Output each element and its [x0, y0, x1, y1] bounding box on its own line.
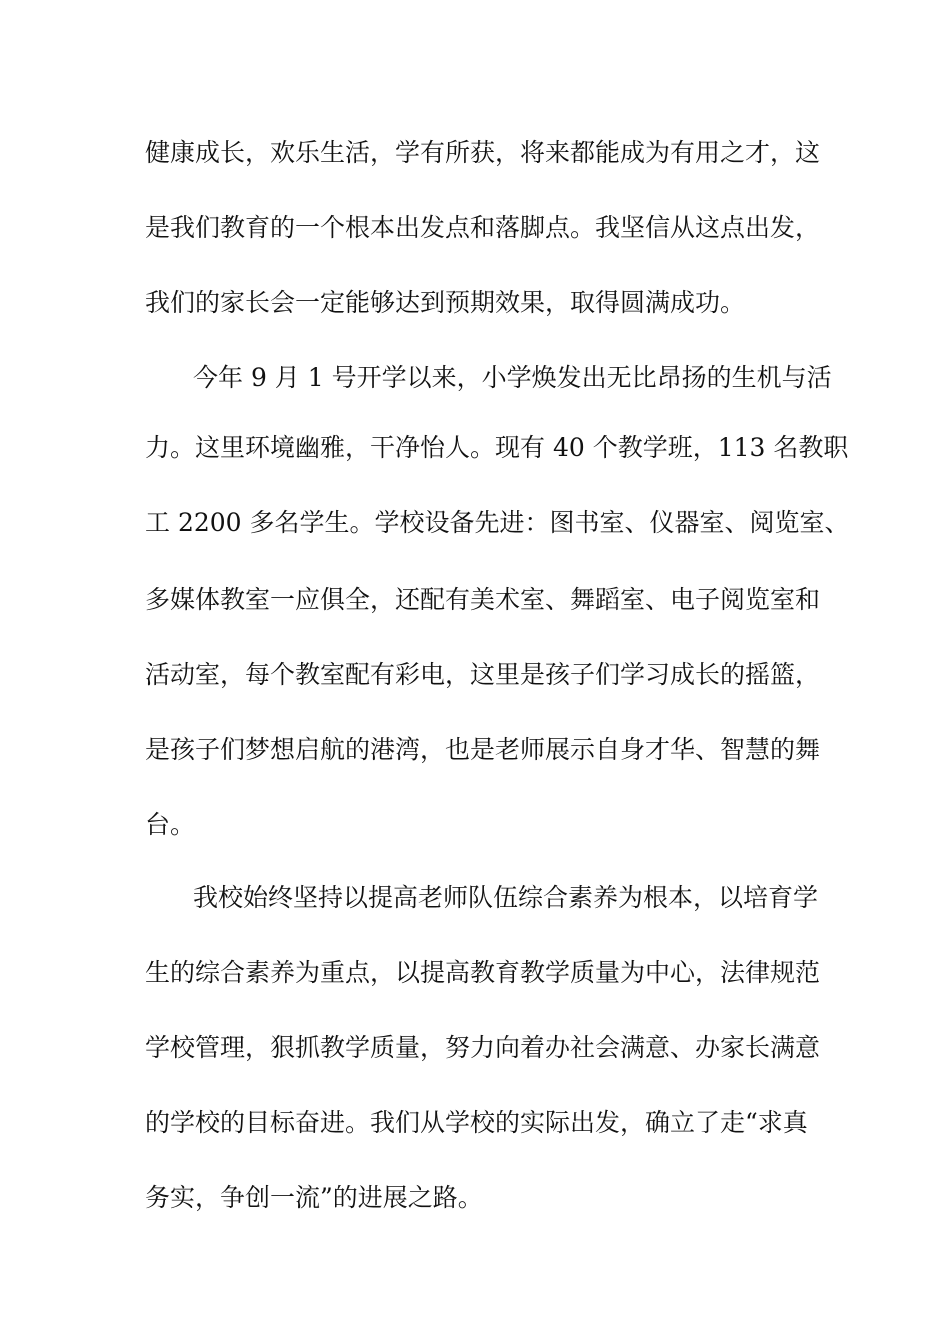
paragraph-line: 的学校的目标奋进。我们从学校的实际出发，确立了走“求真: [145, 1108, 808, 1137]
paragraph-line: 多媒体教室一应俱全，还配有美术室、舞蹈室、电子阅览室和: [145, 585, 821, 614]
paragraph-line: 学校管理，狠抓教学质量，努力向着办社会满意、办家长满意: [145, 1033, 821, 1062]
paragraph-line: 是我们教育的一个根本出发点和落脚点。我坚信从这点出发，: [145, 213, 821, 242]
paragraph-line: 生的综合素养为重点，以提高教育教学质量为中心，法律规范: [145, 958, 821, 987]
paragraph-line: 健康成长，欢乐生活，学有所获，将来都能成为有用之才，这: [145, 138, 821, 167]
paragraph-line: 工 2200 多名学生。学校设备先进：图书室、仪器室、阅览室、: [145, 508, 850, 537]
paragraph-line: 今年 9 月 1 号开学以来，小学焕发出无比昂扬的生机与活: [193, 363, 832, 392]
paragraph-line: 务实，争创一流”的进展之路。: [145, 1183, 483, 1212]
paragraph-line: 是孩子们梦想启航的港湾，也是老师展示自身才华、智慧的舞: [145, 735, 821, 764]
paragraph-line: 我们的家长会一定能够达到预期效果，取得圆满成功。: [145, 288, 746, 317]
paragraph-line: 台。: [145, 810, 196, 839]
paragraph-line: 活动室，每个教室配有彩电，这里是孩子们学习成长的摇篮，: [145, 660, 821, 689]
paragraph-line: 我校始终坚持以提高老师队伍综合素养为根本，以培育学: [193, 883, 819, 912]
paragraph-line: 力。这里环境幽雅，干净怡人。现有 40 个教学班，113 名教职: [145, 433, 849, 462]
